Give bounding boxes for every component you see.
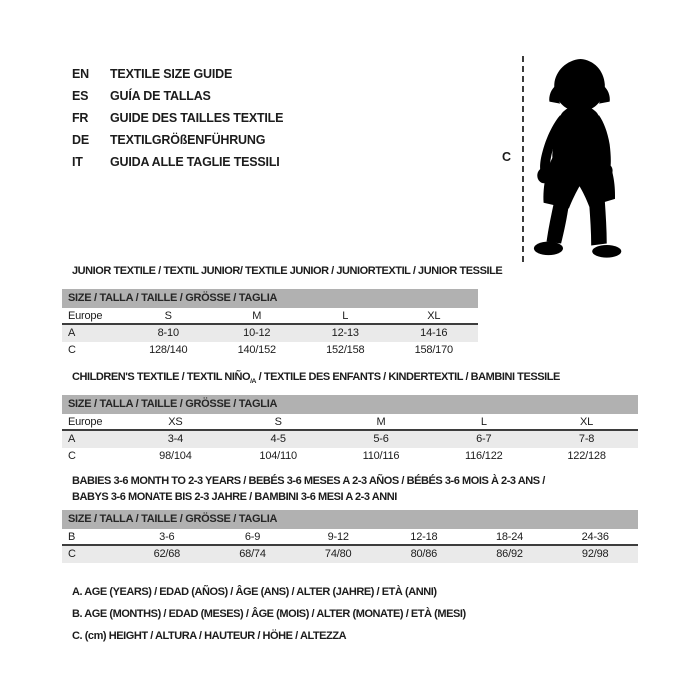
table-cell: 158/170: [414, 344, 453, 356]
table-cell: S: [164, 310, 172, 322]
row-label: B: [68, 531, 76, 543]
table-cell: 4-5: [270, 433, 286, 445]
babies-size-table: [62, 510, 638, 563]
language-label: GUÍA DE TALLAS: [110, 89, 211, 103]
table-cell: 104/110: [259, 450, 297, 462]
language-row-de: [72, 129, 283, 151]
table-cell: 14-16: [420, 327, 448, 339]
size-header-bar: SIZE / TALLA / TAILLE / GRÖSSE / TAGLIA: [62, 289, 478, 308]
height-measure-label: C: [502, 150, 512, 164]
height-dashed-line: [522, 56, 524, 262]
babies-table-title-line2: [72, 491, 397, 503]
language-row-fr: [72, 107, 283, 129]
table-row: [62, 414, 638, 431]
table-cell: 122/128: [567, 450, 606, 462]
table-cell: 128/140: [149, 344, 188, 356]
junior-table-title: [72, 265, 502, 277]
row-label: C: [68, 450, 76, 462]
language-row-es: [72, 85, 283, 107]
height-measure-figure: [500, 53, 640, 267]
table-cell: 140/152: [237, 344, 276, 356]
language-label: GUIDA ALLE TAGLIE TESSILI: [110, 155, 280, 169]
table-cell: 62/68: [153, 548, 181, 560]
junior-size-table: [62, 289, 478, 359]
children-size-table: [62, 395, 638, 465]
footnote-age-years: A. AGE (YEARS) / EDAD (AÑOS) / ÂGE (ANS) / ALTER (JAHRE) / ETÀ (ANNI): [72, 586, 437, 598]
language-row-en: [72, 63, 283, 85]
baby-silhouette-illustration: [530, 55, 632, 263]
language-code: IT: [72, 155, 83, 169]
language-label: TEXTILE SIZE GUIDE: [110, 67, 233, 81]
table-row: [62, 308, 478, 325]
table-row: [62, 529, 638, 546]
table-cell: 6-7: [476, 433, 492, 445]
language-label: TEXTILGRÖßENFÜHRUNG: [110, 133, 266, 147]
table-row: [62, 325, 478, 342]
table-cell: 9-12: [327, 531, 349, 543]
table-cell: 152/158: [326, 344, 365, 356]
table-cell: 7-8: [578, 433, 595, 445]
row-label: A: [68, 433, 76, 445]
children-table-title-post: / TEXTILE DES ENFANTS / KINDERTEXTIL / BAMBINI TESSILE: [256, 371, 560, 383]
table-cell: 110/116: [362, 450, 400, 462]
table-cell: XS: [168, 416, 183, 428]
table-cell: 12-18: [410, 531, 438, 543]
size-header-bar: SIZE / TALLA / TAILLE / GRÖSSE / TAGLIA: [62, 510, 638, 529]
table-cell: 98/104: [159, 450, 192, 462]
babies-table-title-line1-text: BABIES 3-6 MONTH TO 2-3 YEARS / BEBÉS 3-6 MESES A 2-3 AÑOS / BÉBÉS 3-6 MOIS À 2-3 ANS /: [72, 475, 545, 487]
children-table-title: [72, 371, 560, 385]
table-row: [62, 448, 638, 465]
table-cell: L: [480, 416, 487, 428]
row-label: C: [68, 548, 76, 560]
row-label: Europe: [68, 416, 103, 428]
footnote-age-months: B. AGE (MONTHS) / EDAD (MESES) / ÂGE (MOIS) / ALTER (MONATE) / ETÀ (MESI): [72, 608, 466, 620]
table-row: [62, 431, 638, 448]
table-cell: 8-10: [157, 327, 179, 339]
table-cell: 6-9: [244, 531, 261, 543]
table-cell: 24-36: [581, 531, 609, 543]
table-cell: 86/92: [496, 548, 523, 560]
table-cell: 3-6: [159, 531, 175, 543]
babies-table-title-line1: [72, 475, 545, 487]
table-cell: 68/74: [239, 548, 266, 560]
table-row: [62, 546, 638, 563]
language-code: FR: [72, 111, 89, 125]
table-cell: 12-13: [331, 327, 359, 339]
language-code: ES: [72, 89, 89, 103]
table-cell: L: [342, 310, 349, 322]
row-label: A: [68, 327, 76, 339]
language-label: GUIDE DES TAILLES TEXTILE: [110, 111, 284, 125]
language-list: [72, 63, 283, 173]
language-code: DE: [72, 133, 89, 147]
table-cell: 116/122: [465, 450, 503, 462]
table-cell: XL: [580, 416, 594, 428]
children-table-title-pre: CHILDREN'S TEXTILE / TEXTIL NIÑO: [72, 371, 251, 383]
table-cell: 18-24: [495, 531, 524, 543]
row-label: Europe: [68, 310, 103, 322]
language-code: EN: [72, 67, 89, 81]
children-table-title-sub: /A: [250, 378, 257, 386]
table-cell: M: [376, 416, 386, 428]
table-cell: 92/98: [581, 548, 609, 560]
babies-table-title-line2-text: BABYS 3-6 MONATE BIS 2-3 JAHRE / BAMBINI 3-6 MESI A 2-3 ANNI: [72, 491, 397, 503]
table-cell: S: [274, 416, 282, 428]
table-cell: XL: [427, 310, 441, 322]
junior-table-title-text: JUNIOR TEXTILE / TEXTIL JUNIOR/ TEXTILE JUNIOR / JUNIORTEXTIL / JUNIOR TESSILE: [72, 265, 503, 277]
table-cell: 80/86: [410, 548, 438, 560]
size-header-bar: SIZE / TALLA / TAILLE / GRÖSSE / TAGLIA: [62, 395, 638, 414]
language-row-it: [72, 151, 283, 173]
table-cell: M: [252, 310, 262, 322]
table-cell: 5-6: [373, 433, 389, 445]
footnote-list: [72, 581, 466, 647]
row-label: C: [68, 344, 76, 356]
table-cell: 74/80: [324, 548, 352, 560]
footnote-height-cm: C. (cm) HEIGHT / ALTURA / HAUTEUR / HÖHE / ALTEZZA: [72, 630, 347, 642]
table-cell: 10-12: [243, 327, 271, 339]
table-cell: 3-4: [167, 433, 184, 445]
table-row: [62, 342, 478, 359]
